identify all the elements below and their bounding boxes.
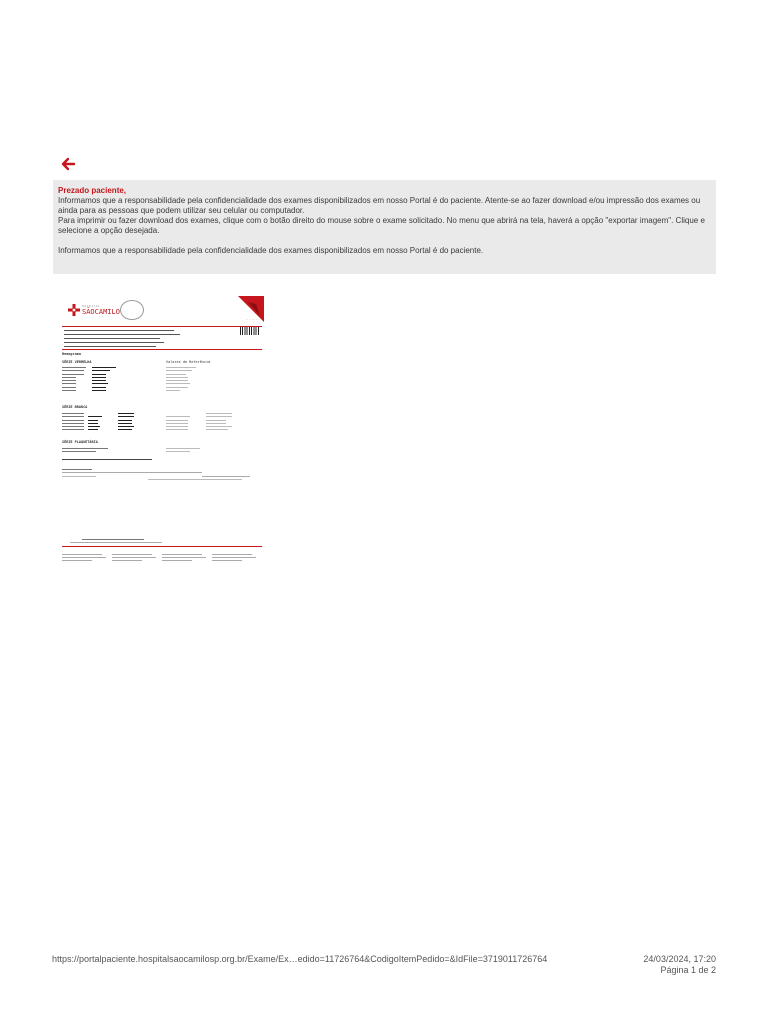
section-hemograma: Hemograma: [62, 352, 81, 356]
reference-values-header: Valores de Referência: [166, 360, 211, 364]
footer-unit-3: [162, 552, 208, 566]
privacy-notice: [53, 180, 716, 274]
footer-unit-2: [112, 552, 158, 566]
footer-divider: [62, 546, 262, 547]
document-url-mark: — — — — —: [246, 318, 260, 321]
print-datetime: 24/03/2024, 17:20: [643, 954, 716, 964]
section-serie-vermelha: SÉRIE VERMELHA: [62, 360, 92, 364]
page-number: Página 1 de 2: [660, 965, 716, 975]
notice-title: Prezado paciente,: [58, 186, 127, 195]
section-serie-plaquetaria: SÉRIE PLAQUETÁRIA: [62, 440, 98, 444]
notice-text-3: Informamos que a responsabilidade pela confidencialidade dos exames disponibilizados em nosso Portal é do paciente.: [58, 246, 484, 255]
exam-document-image[interactable]: [58, 294, 266, 574]
page-url: https://portalpaciente.hospitalsaocamilosp.org.br/Exame/Ex…edido=11726764&CodigoItemPedido=&IdFile=3719011726764: [52, 954, 548, 964]
patient-header: [62, 326, 262, 350]
print-info: [643, 954, 716, 976]
section-serie-branca: SÉRIE BRANCA: [62, 405, 88, 409]
hospital-logo: HOSPITAL SÃOCAMILO: [82, 304, 120, 316]
notice-text-2: Para imprimir ou fazer download dos exames, clique com o botão direito do mouse sobre o exame solicitado. No menu que abrirá na tela, haverá a opção "exportar imagem". Clique e selecione a opção desejada.: [58, 216, 705, 235]
footer-unit-4: [212, 552, 258, 566]
accreditation-seal-icon: [120, 300, 144, 320]
back-arrow-icon[interactable]: [60, 156, 76, 172]
footer-unit-1: [62, 552, 108, 566]
hospital-cross-icon: [68, 304, 80, 316]
notice-text-1: Informamos que a responsabilidade pela confidencialidade dos exames disponibilizados em nosso Portal é do paciente. Atente-se ao fazer download e/ou impressão dos exames ou ainda para as pessoas que podem utilizar seu celular ou computador.: [58, 196, 701, 215]
